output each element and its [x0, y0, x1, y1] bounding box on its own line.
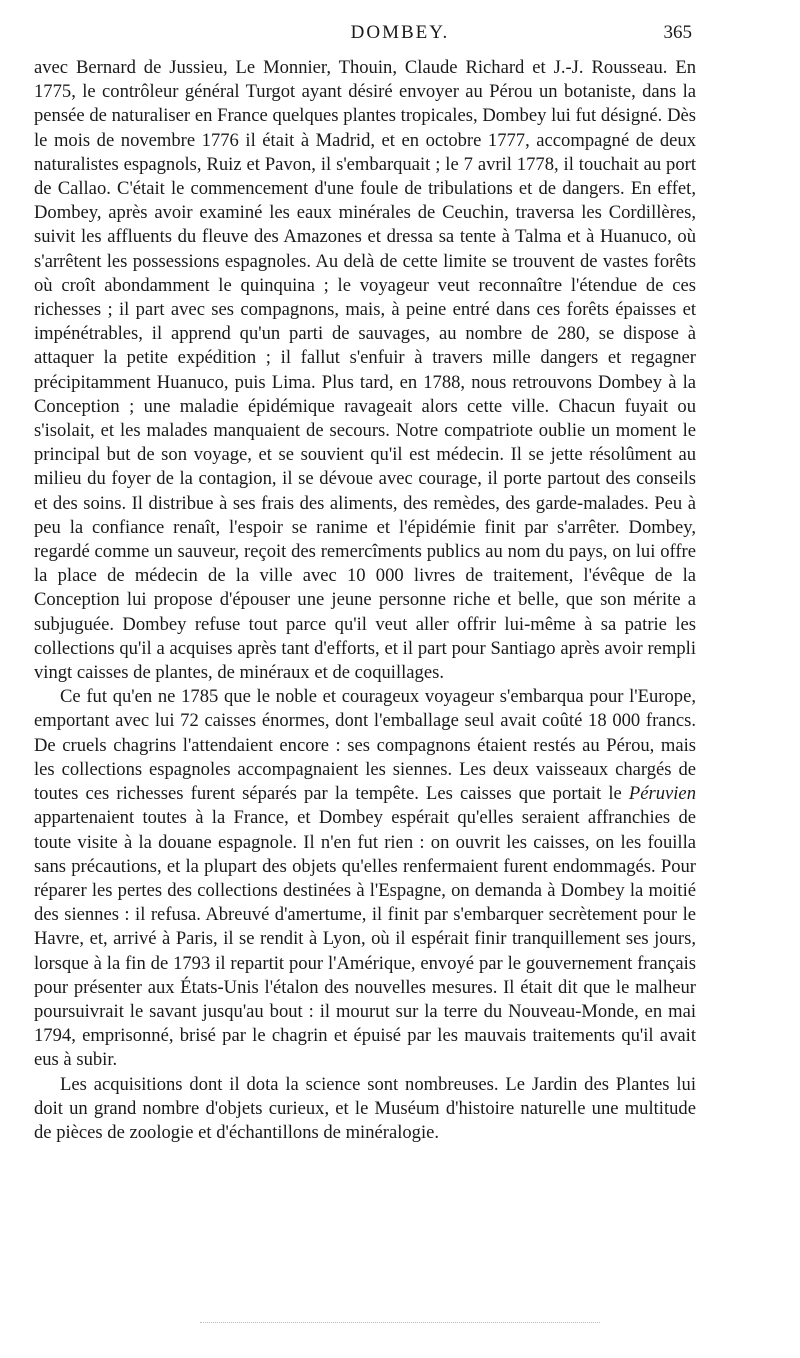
page-number: 365 — [663, 22, 692, 43]
running-head — [0, 22, 800, 50]
ship-name: Péruvien — [628, 783, 696, 805]
page-bottom-rule — [200, 1322, 600, 1327]
paragraph-1: avec Bernard de Jussieu, Le Monnier, Thouin, Claude Richard et J.-J. Rousseau. En 1775, le contrôleur général Turgot ayant désiré envoyer au Pérou un botaniste, dans la pensée de naturaliser en France quelques plantes tropicales, Dombey lui fut désigné. Dès le mois de novembre 1776 il était à Madrid, et en octobre 1777, accompagné de deux naturalistes espagnols, Ruiz et Pavon, il s'embarquait ; le 7 avril 1778, il touchait au port de Callao. C'était le commencement d'une foule de tribulations et de dangers. En effet, Dombey, après avoir examiné les eaux minérales de Ceuchin, traversa les Cordillères, suivit les affluents du fleuve des Amazones et dressa sa tente à Talma et à Huanuco, où s'arrêtent les possessions espagnoles. Au delà de cette limite se trouvent de vastes forêts où croît abondamment le quinquina ; le voyageur veut reconnaître l'étendue de ces richesses ; il part avec ses compagnons, mais, à peine entré dans ces forêts épaisses et impénétrables, il apprend qu'un parti de sauvages, au nombre de 280, se dispose à attaquer la petite expédition ; il fallut s'enfuir à travers mille dangers et regagner précipitamment Huanuco, puis Lima. Plus tard, en 1788, nous retrouvons Dombey à la Conception ; une maladie épidémique ravageait alors cette ville. Chacun fuyait ou s'isolait, et les malades manquaient de secours. Notre compatriote oublie un moment le principal but de son voyage, et se souvient qu'il est médecin. Il se jette résolûment au milieu du foyer de la contagion, il se dévoue avec courage, il porte partout des conseils et des soins. Il distribue à ses frais des aliments, des remèdes, des garde-malades. Peu à peu la confiance renaît, l'espoir se ranime et l'épidémie finit par s'arrêter. Dombey, regardé comme un sauveur, reçoit des remercîments publics au nom du pays, on lui offre la place de médecin de la ville avec 10 000 livres de traitement, l'évêque de la Conception lui propose d'épouser une jeune personne riche et belle, que son mérite a subjuguée. Dombey refuse tout parce qu'il veut aller offrir lui-même à sa patrie les collections qu'il a acquises après tant d'efforts, et il part pour Santiago après avoir rempli vingt caisses de plantes, de minéraux et de coquillages. — [34, 57, 696, 684]
paragraph-2-text-a: Ce fut qu'en ne 1785 que le noble et courageux voyageur s'embarqua pour l'Europe, emportant avec lui 72 caisses énormes, dont l'emballage seul avait coûté 18 000 francs. De cruels chagrins l'attendaient encore : ses compagnons étaient restés au Pérou, mais les collections espagnoles accompagnaient les siennes. Les deux vaisseaux chargés de toutes ces richesses furent séparés par la tempête. Les caisses que portait le — [34, 686, 696, 805]
paragraph-2-text-b: appartenaient toutes à la France, et Dombey espérait qu'elles seraient affranchies de toute visite à la douane espagnole. Il n'en fut rien : on ouvrit les caisses, on les fouilla sans précautions, et la plupart des objets qu'elles renfermaient furent endommagés. Pour réparer les pertes des collections destinées à l'Espagne, on demanda à Dombey la moitié des siennes : il refusa. Abreuvé d'amertume, il finit par s'embarquer secrètement pour le Havre, et, arrivé à Paris, il se rendit à Lyon, où il espérait finir tranquillement ses jours, lorsque à la fin de 1793 il repartit pour l'Amérique, envoyé par le gouvernement français pour présenter aux États-Unis l'étalon des nouvelles mesures. Il était dit que le malheur poursuivrait le savant jusqu'au bout : il mourut sur la terre du Nouveau-Monde, en mai 1794, emprisonné, brisé par le chagrin et épuisé par les mauvais traitements qu'il avait eus à subir. — [34, 807, 696, 1071]
body-text — [34, 56, 696, 1145]
paragraph-3: Les acquisitions dont il dota la science sont nombreuses. Le Jardin des Plantes lui doit un grand nombre d'objets curieux, et le Muséum d'histoire naturelle une multitude de pièces de zoologie et d'échantillons de minéralogie. — [34, 1073, 696, 1143]
paragraph-2 — [34, 685, 696, 1072]
running-title: DOMBEY. — [350, 22, 450, 43]
